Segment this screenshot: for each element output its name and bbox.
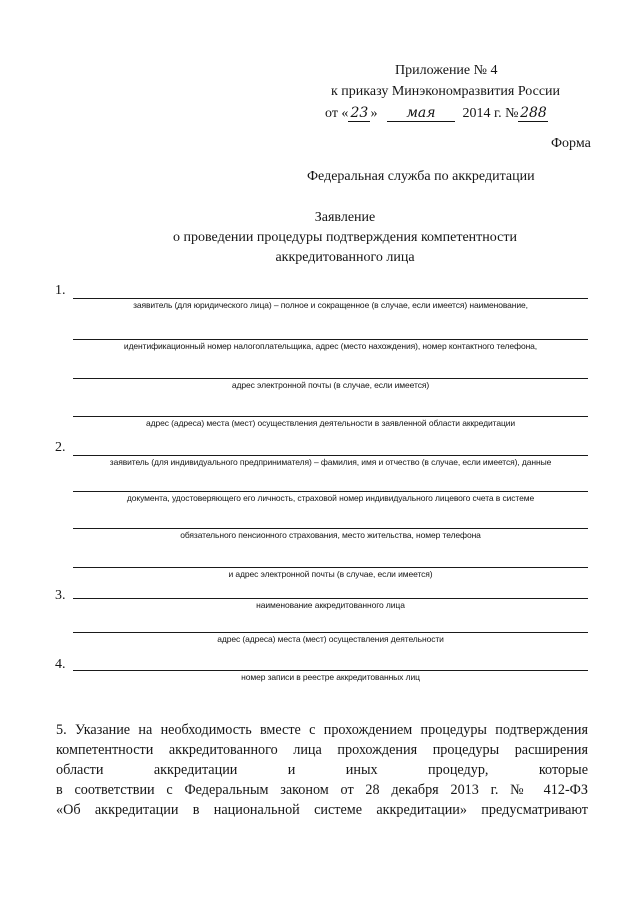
section-3-caption-2: адрес (адреса) места (мест) осуществления деятельности bbox=[217, 634, 444, 644]
section-2-line-1[interactable] bbox=[73, 455, 588, 456]
order-date-line bbox=[325, 105, 548, 122]
section-1-caption-1: заявитель (для юридического лица) – полное и сокращенное (в случае, если имеется) наименование, bbox=[133, 300, 528, 310]
section-4-number: 4. bbox=[55, 657, 66, 672]
order-day: 23 bbox=[348, 105, 370, 122]
order-year: 2014 г. № bbox=[462, 106, 519, 121]
order-number: 288 bbox=[520, 105, 547, 121]
section-1-caption-3: адрес электронной почты (в случае, если имеется) bbox=[231, 380, 430, 390]
section-1-caption-2: идентификационный номер налогоплательщика, адрес (место нахождения), номер контактного телефона, bbox=[123, 341, 538, 351]
section-5-line-2: компетентности аккредитованного лица прохождения процедуры расширения bbox=[56, 742, 588, 758]
order-month: мая bbox=[387, 105, 455, 122]
document-title: Заявление bbox=[314, 210, 376, 225]
section-2-line-3[interactable] bbox=[73, 528, 588, 529]
form-label: Форма bbox=[551, 136, 591, 151]
section-2-caption-3: обязательного пенсионного страхования, место жительства, номер телефона bbox=[180, 530, 481, 540]
section-2-caption-4: и адрес электронной почты (в случае, если имеется) bbox=[228, 569, 433, 579]
section-2-number: 2. bbox=[55, 440, 66, 455]
section-4-caption-1: номер записи в реестре аккредитованных лиц bbox=[241, 672, 420, 682]
section-1-line-1[interactable] bbox=[73, 298, 588, 299]
section-1-number: 1. bbox=[55, 283, 66, 298]
section-5-paragraph bbox=[56, 720, 588, 820]
section-2-caption-1: заявитель (для индивидуального предпринимателя) – фамилия, имя и отчество (в случае, если имеется), данные bbox=[109, 457, 552, 467]
document-subtitle-2: аккредитованного лица bbox=[275, 250, 415, 265]
date-prefix: от « bbox=[325, 106, 349, 121]
date-mid: » bbox=[370, 106, 378, 121]
section-1-line-3[interactable] bbox=[73, 378, 588, 379]
section-5-line-1: 5. Указание на необходимость вместе с прохождением процедуры подтверждения bbox=[56, 722, 588, 738]
order-reference: к приказу Минэкономразвития России bbox=[331, 84, 561, 99]
section-4-line-1[interactable] bbox=[73, 670, 588, 671]
section-3-number: 3. bbox=[55, 588, 66, 603]
section-2-caption-2: документа, удостоверяющего его личность, страховой номер индивидуального лицевого счета в системе bbox=[126, 493, 535, 503]
section-5-line-4: в соответствии с Федеральным законом от 28 декабря 2013 г. № 412-ФЗ bbox=[56, 782, 588, 798]
section-1-line-4[interactable] bbox=[73, 416, 588, 417]
agency-name: Федеральная служба по аккредитации bbox=[307, 169, 535, 184]
section-5-line-5: «Об аккредитации в национальной системе аккредитации» предусматривают bbox=[56, 802, 588, 818]
section-5-line-3: области аккредитации и иных процедур, которые bbox=[56, 762, 588, 778]
section-3-line-2[interactable] bbox=[73, 632, 588, 633]
section-3-line-1[interactable] bbox=[73, 598, 588, 599]
document-subtitle: о проведении процедуры подтверждения компетентности bbox=[173, 230, 517, 245]
section-2-line-4[interactable] bbox=[73, 567, 588, 568]
section-3-caption-1: наименование аккредитованного лица bbox=[256, 600, 405, 610]
section-1-caption-4: адрес (адреса) места (мест) осуществления деятельности в заявленной области аккредитации bbox=[145, 418, 516, 428]
section-1-line-2[interactable] bbox=[73, 339, 588, 340]
section-2-line-2[interactable] bbox=[73, 491, 588, 492]
appendix-label: Приложение № 4 bbox=[395, 63, 498, 78]
